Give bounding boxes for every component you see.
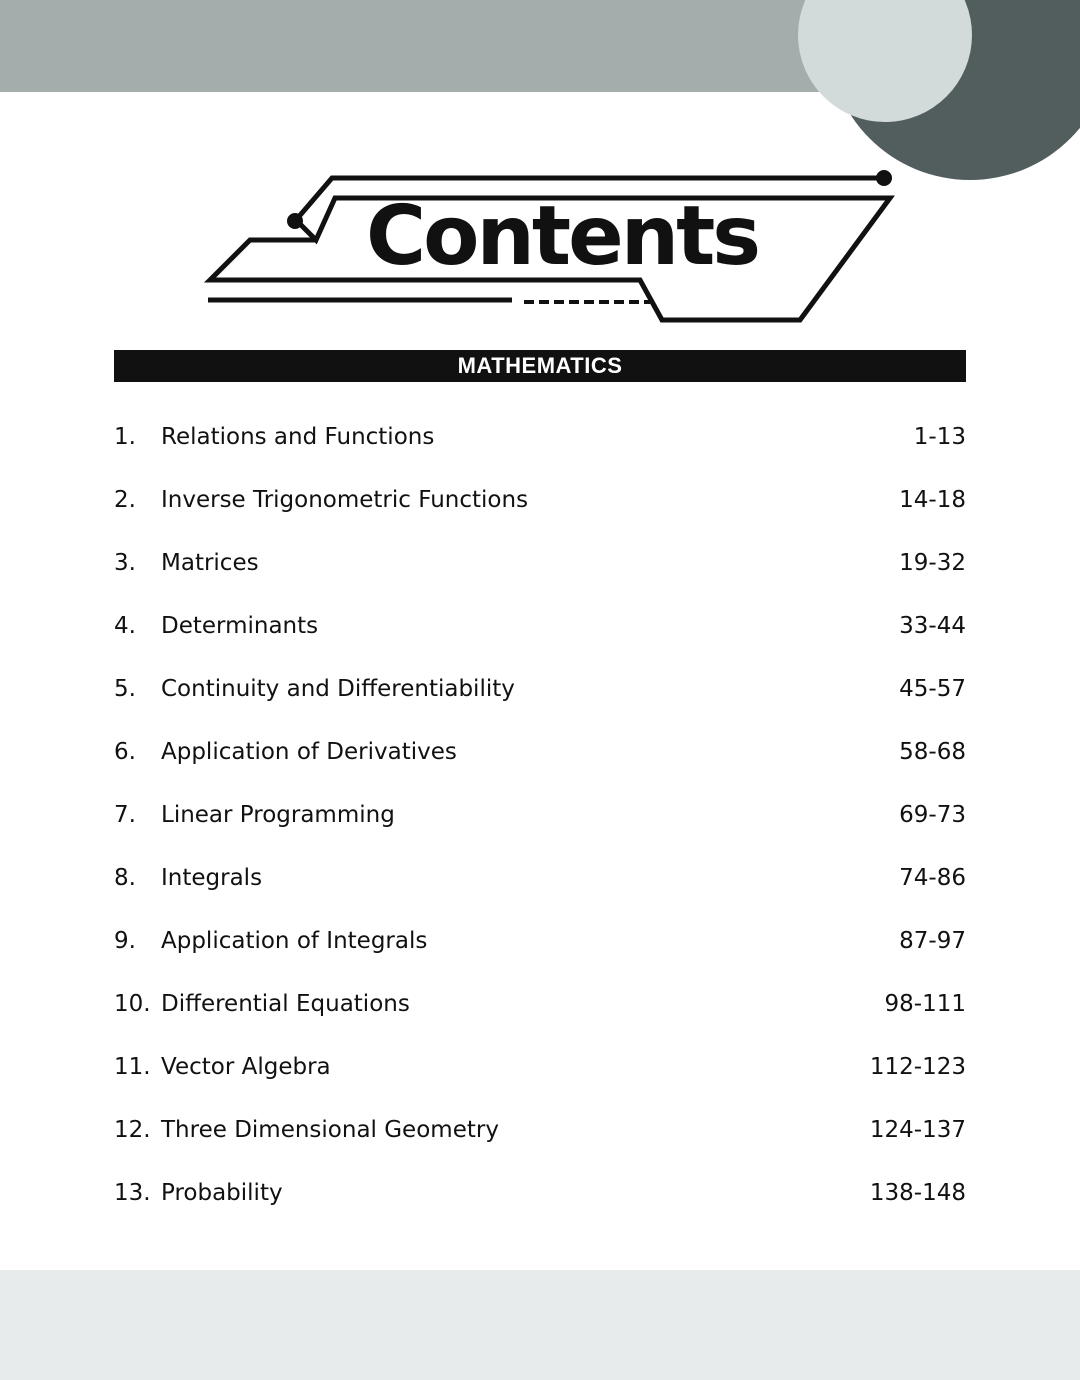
toc-page-range: 138-148 xyxy=(869,1180,966,1206)
toc-chapter-title: Differential Equations xyxy=(161,991,410,1017)
toc-chapter-title: Application of Integrals xyxy=(161,928,428,954)
toc-number: 7. xyxy=(114,802,136,828)
toc-row[interactable] xyxy=(114,483,966,546)
toc-chapter-title: Application of Derivatives xyxy=(161,739,457,765)
toc-number: 13. xyxy=(114,1180,151,1206)
toc-number: 12. xyxy=(114,1117,151,1143)
toc-page-range: 87-97 xyxy=(899,928,966,954)
toc-page-range: 112-123 xyxy=(869,1054,966,1080)
toc-row[interactable] xyxy=(114,861,966,924)
toc-number: 5. xyxy=(114,676,136,702)
toc-chapter-title: Integrals xyxy=(161,865,263,891)
toc-row[interactable] xyxy=(114,1050,966,1113)
circuit-dot-right xyxy=(876,170,892,186)
toc-row[interactable] xyxy=(114,987,966,1050)
toc-number: 1. xyxy=(114,424,136,450)
toc-row[interactable] xyxy=(114,546,966,609)
toc-chapter-title: Determinants xyxy=(161,613,319,639)
toc-page-range: 1-13 xyxy=(913,424,966,450)
toc-number: 6. xyxy=(114,739,136,765)
toc-chapter-title: Vector Algebra xyxy=(161,1054,331,1080)
toc-number: 8. xyxy=(114,865,136,891)
toc-page-range: 69-73 xyxy=(899,802,966,828)
toc-row[interactable] xyxy=(114,609,966,672)
toc-chapter-title: Relations and Functions xyxy=(161,424,435,450)
toc-page-range: 14-18 xyxy=(899,487,966,513)
header-decoration xyxy=(0,0,1080,340)
toc-number: 10. xyxy=(114,991,151,1017)
page-title: Contents xyxy=(366,189,759,284)
toc-row[interactable] xyxy=(114,798,966,861)
toc-number: 2. xyxy=(114,487,136,513)
table-of-contents xyxy=(114,420,966,1239)
toc-number: 3. xyxy=(114,550,136,576)
toc-page-range: 124-137 xyxy=(869,1117,966,1143)
toc-page-range: 19-32 xyxy=(899,550,966,576)
toc-row[interactable] xyxy=(114,672,966,735)
toc-chapter-title: Matrices xyxy=(161,550,259,576)
toc-page-range: 45-57 xyxy=(899,676,966,702)
toc-number: 11. xyxy=(114,1054,151,1080)
toc-chapter-title: Inverse Trigonometric Functions xyxy=(161,487,529,513)
toc-row[interactable] xyxy=(114,735,966,798)
section-header-bar: MATHEMATICS xyxy=(114,350,966,382)
toc-row[interactable] xyxy=(114,420,966,483)
toc-row[interactable] xyxy=(114,924,966,987)
toc-page-range: 74-86 xyxy=(899,865,966,891)
toc-row[interactable] xyxy=(114,1176,966,1239)
toc-chapter-title: Linear Programming xyxy=(161,802,395,828)
circuit-dot-left xyxy=(287,213,303,229)
toc-chapter-title: Three Dimensional Geometry xyxy=(161,1117,499,1143)
toc-page-range: 98-111 xyxy=(884,991,966,1017)
toc-page-range: 58-68 xyxy=(899,739,966,765)
toc-row[interactable] xyxy=(114,1113,966,1176)
toc-number: 9. xyxy=(114,928,136,954)
toc-number: 4. xyxy=(114,613,136,639)
bottom-decorative-band xyxy=(0,1270,1080,1380)
toc-chapter-title: Probability xyxy=(161,1180,283,1206)
toc-chapter-title: Continuity and Differentiability xyxy=(161,676,515,702)
toc-page-range: 33-44 xyxy=(899,613,966,639)
